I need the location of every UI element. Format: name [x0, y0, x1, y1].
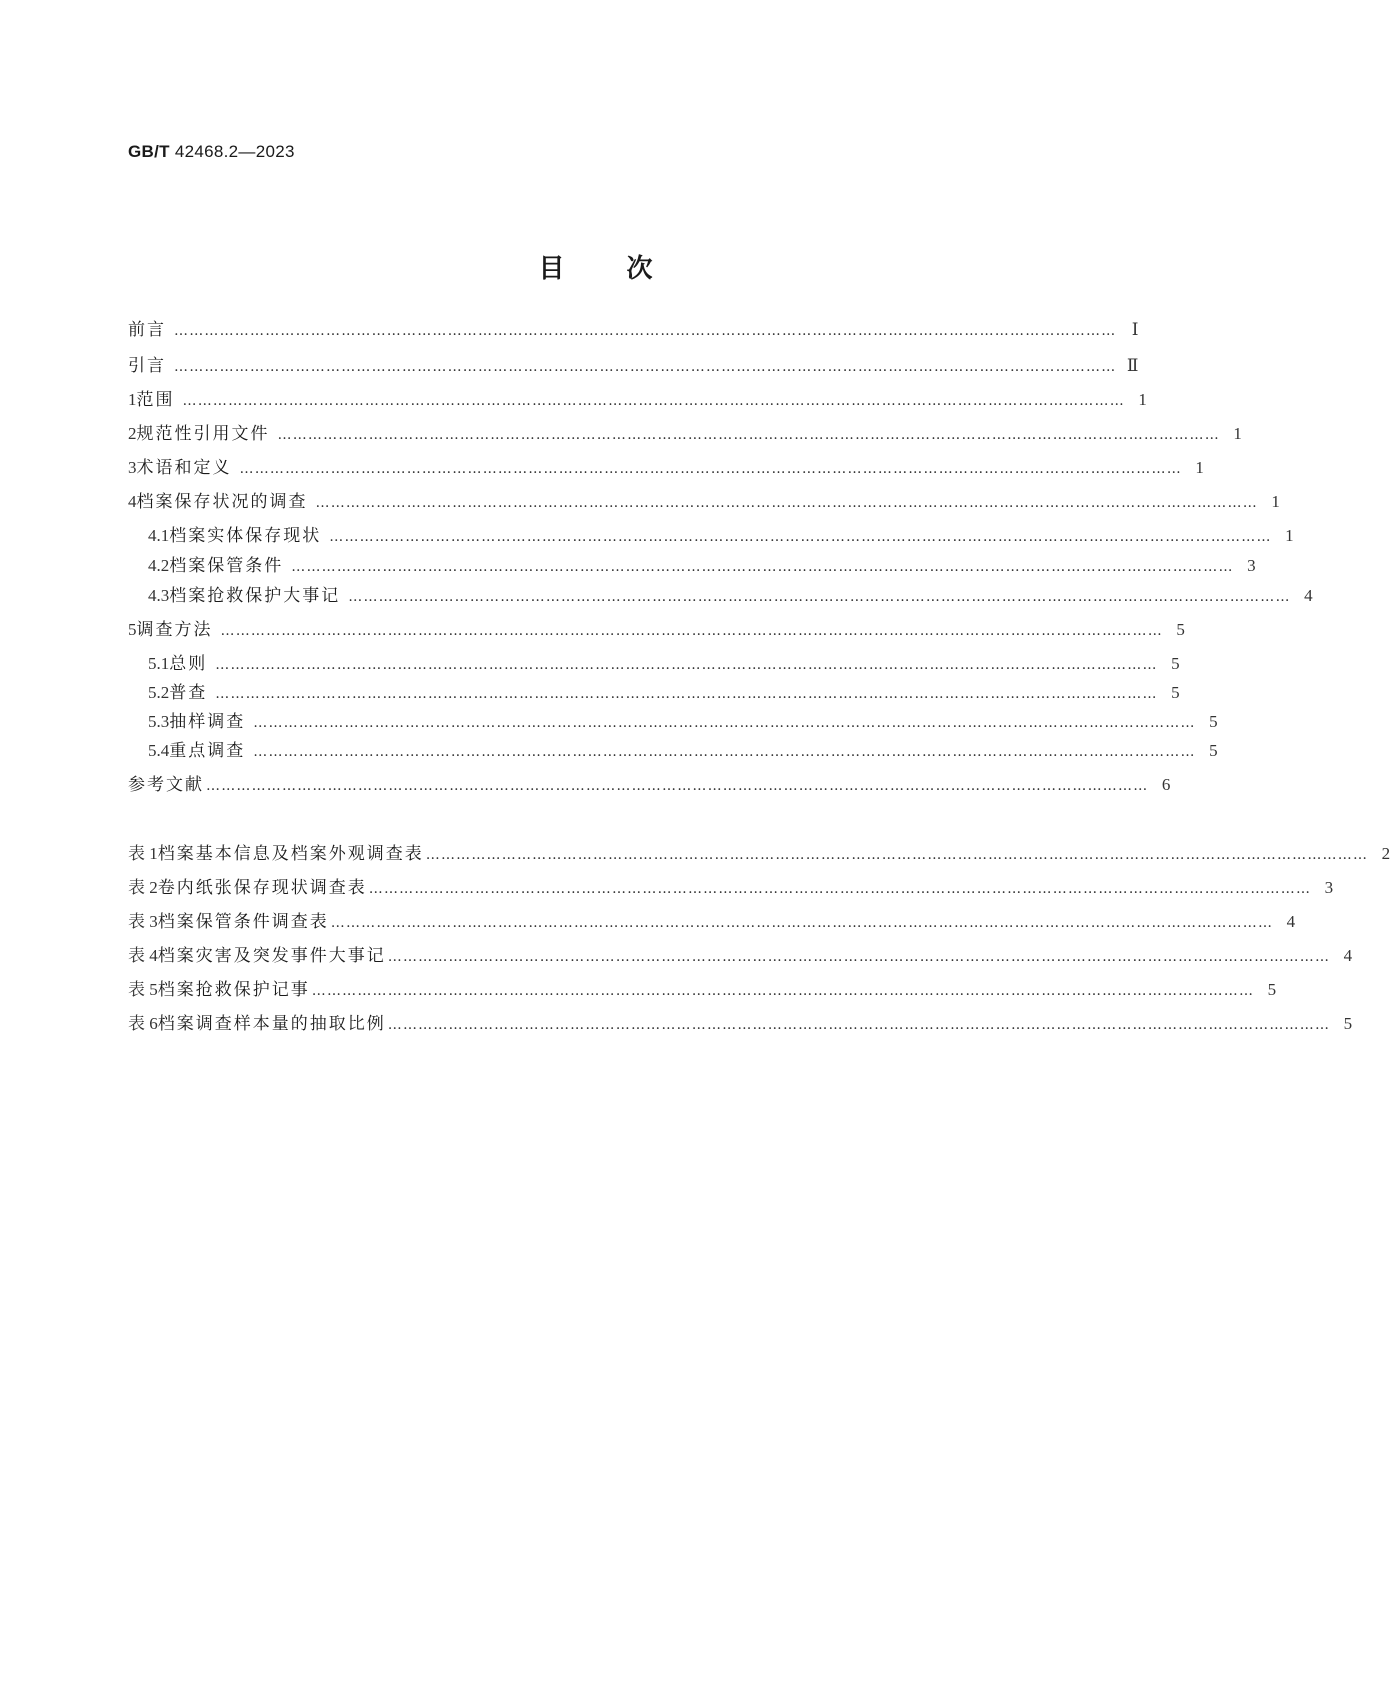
toc-entry-number: 5.4 [148, 741, 170, 760]
toc-entry-page: 1 [1138, 390, 1147, 409]
toc-entry-label: 普查 [169, 683, 208, 703]
table-number: 表 4 [128, 946, 158, 965]
standard-prefix: GB/T [128, 142, 170, 161]
toc-entry-number: 1 [128, 390, 137, 409]
toc-entry-page: 5 [1209, 741, 1218, 760]
toc-entry-bibliography[interactable] [128, 773, 1171, 797]
toc-entry-label: 引言 [128, 356, 166, 376]
dot-leader: …………………………………………………………………………………………………………………………………………………………………… [253, 744, 1196, 760]
toc-entry-section-4-2[interactable] [148, 554, 1256, 578]
toc-entry-page: 4 [1304, 586, 1313, 605]
toc-entry-label: 术语和定义 [136, 458, 232, 478]
toc-entry-number: 5.2 [148, 683, 170, 702]
toc-title-char-1: 目 [538, 254, 565, 284]
toc-entry-page: Ⅰ [1131, 320, 1139, 339]
table-number: 表 5 [128, 980, 158, 999]
toc-entry-number: 4.1 [148, 526, 170, 545]
toc-entry-page: 5 [1171, 683, 1180, 702]
toc-entry-table-3[interactable] [128, 910, 1296, 934]
toc-entry-page: 2 [1381, 844, 1390, 863]
toc-entry-table-4[interactable] [128, 944, 1353, 968]
standard-code [128, 142, 295, 162]
toc-entry-section-1[interactable] [128, 388, 1147, 412]
toc-entry-section-2[interactable] [128, 422, 1242, 446]
toc-entry-label: 档案实体保存现状 [169, 526, 322, 546]
table-title: 档案灾害及突发事件大事记 [157, 946, 386, 966]
dot-leader: …………………………………………………………………………………………………………………………………………………………………… [387, 1017, 1331, 1033]
toc-entry-page: 4 [1343, 946, 1353, 965]
toc-entry-section-5-2[interactable] [148, 681, 1180, 705]
toc-entry-label: 调查方法 [136, 620, 213, 640]
toc-entry-label: 参考文献 [128, 775, 204, 795]
toc-entry-foreword[interactable] [128, 318, 1139, 342]
toc-entry-page: 3 [1247, 556, 1256, 575]
toc-entry-label: 重点调查 [169, 741, 246, 761]
dot-leader: …………………………………………………………………………………………………………………………………………………………………… [425, 847, 1369, 863]
dot-leader: …………………………………………………………………………………………………………………………………………………………………… [329, 529, 1272, 545]
toc-entry-page: 5 [1171, 654, 1180, 673]
toc-entry-label: 抽样调查 [169, 712, 246, 732]
toc-entry-number: 4.2 [148, 556, 170, 575]
toc-entry-label: 档案抢救保护大事记 [169, 586, 341, 606]
table-number: 表 1 [128, 844, 158, 863]
toc-entry-section-5-1[interactable] [148, 652, 1180, 676]
toc-entry-label: 档案保管条件 [169, 556, 284, 576]
dot-leader: …………………………………………………………………………………………………………………………………………………………………… [387, 949, 1331, 965]
dot-leader: …………………………………………………………………………………………………………………………………………………………………… [215, 686, 1158, 702]
toc-entry-table-6[interactable] [128, 1012, 1353, 1036]
toc-entry-label: 档案保存状况的调查 [136, 492, 308, 512]
toc-entry-label: 范围 [136, 390, 175, 410]
table-title: 档案基本信息及档案外观调查表 [157, 844, 424, 864]
toc-entry-table-2[interactable] [128, 876, 1334, 900]
dot-leader: …………………………………………………………………………………………………………………………………………………………………… [253, 715, 1196, 731]
dot-leader: …………………………………………………………………………………………………………………………………………………………………… [239, 461, 1182, 477]
toc-entry-number: 5 [128, 620, 137, 639]
dot-leader: …………………………………………………………………………………………………………………………………………………………………… [174, 323, 1117, 339]
toc-entry-section-5-3[interactable] [148, 710, 1218, 734]
toc-entry-section-4-3[interactable] [148, 584, 1313, 608]
toc-entry-section-5[interactable] [128, 618, 1185, 642]
toc-entry-page: 5 [1209, 712, 1218, 731]
toc-entry-number: 5.3 [148, 712, 170, 731]
toc-entry-number: 4.3 [148, 586, 170, 605]
toc-entry-table-1[interactable] [128, 842, 1390, 866]
toc-entry-label: 总则 [169, 654, 208, 674]
table-title: 档案保管条件调查表 [157, 912, 329, 932]
toc-entry-page: 5 [1267, 980, 1277, 999]
toc-entry-section-4[interactable] [128, 490, 1280, 514]
toc-entry-page: Ⅱ [1126, 356, 1139, 375]
dot-leader: …………………………………………………………………………………………………………………………………………………………………… [368, 881, 1312, 897]
toc-entry-page: 1 [1271, 492, 1280, 511]
toc-entry-table-5[interactable] [128, 978, 1277, 1002]
table-title: 档案抢救保护记事 [157, 980, 310, 1000]
dot-leader: …………………………………………………………………………………………………………………………………………………………………… [277, 427, 1220, 443]
toc-entry-label: 规范性引用文件 [136, 424, 270, 444]
toc-entry-page: 5 [1343, 1014, 1353, 1033]
table-title: 档案调查样本量的抽取比例 [157, 1014, 386, 1034]
toc-entry-number: 3 [128, 458, 137, 477]
toc-entry-section-4-1[interactable] [148, 524, 1294, 548]
dot-leader: …………………………………………………………………………………………………………………………………………………………………… [348, 589, 1291, 605]
toc-entry-page: 1 [1285, 526, 1294, 545]
toc-entry-label: 前言 [128, 320, 166, 340]
dot-leader: …………………………………………………………………………………………………………………………………………………………………… [215, 657, 1158, 673]
standard-number: 42468.2—2023 [174, 142, 295, 161]
toc-entry-page: 6 [1161, 775, 1171, 794]
toc-entry-introduction[interactable] [128, 354, 1139, 378]
dot-leader: …………………………………………………………………………………………………………………………………………………………………… [174, 359, 1117, 375]
dot-leader: …………………………………………………………………………………………………………………………………………………………………… [330, 915, 1274, 931]
toc-entry-page: 1 [1195, 458, 1204, 477]
table-number: 表 6 [128, 1014, 158, 1033]
toc-entry-page: 3 [1324, 878, 1334, 897]
toc-entry-page: 1 [1233, 424, 1242, 443]
toc-entry-section-5-4[interactable] [148, 739, 1218, 763]
toc-entry-page: 5 [1176, 620, 1185, 639]
dot-leader: …………………………………………………………………………………………………………………………………………………………………… [206, 778, 1149, 794]
dot-leader: …………………………………………………………………………………………………………………………………………………………………… [291, 559, 1234, 575]
table-number: 表 3 [128, 912, 158, 931]
toc-entry-number: 4 [128, 492, 137, 511]
dot-leader: …………………………………………………………………………………………………………………………………………………………………… [311, 983, 1255, 999]
toc-title-char-2: 次 [626, 254, 653, 284]
table-number: 表 2 [128, 878, 158, 897]
toc-entry-number: 2 [128, 424, 137, 443]
dot-leader: …………………………………………………………………………………………………………………………………………………………………… [220, 623, 1163, 639]
toc-title [0, 248, 1191, 285]
dot-leader: …………………………………………………………………………………………………………………………………………………………………… [182, 393, 1125, 409]
table-title: 卷内纸张保存现状调查表 [157, 878, 367, 898]
toc-entry-section-3[interactable] [128, 456, 1204, 480]
toc-entry-page: 4 [1286, 912, 1296, 931]
dot-leader: …………………………………………………………………………………………………………………………………………………………………… [315, 495, 1258, 511]
toc-entry-number: 5.1 [148, 654, 170, 673]
